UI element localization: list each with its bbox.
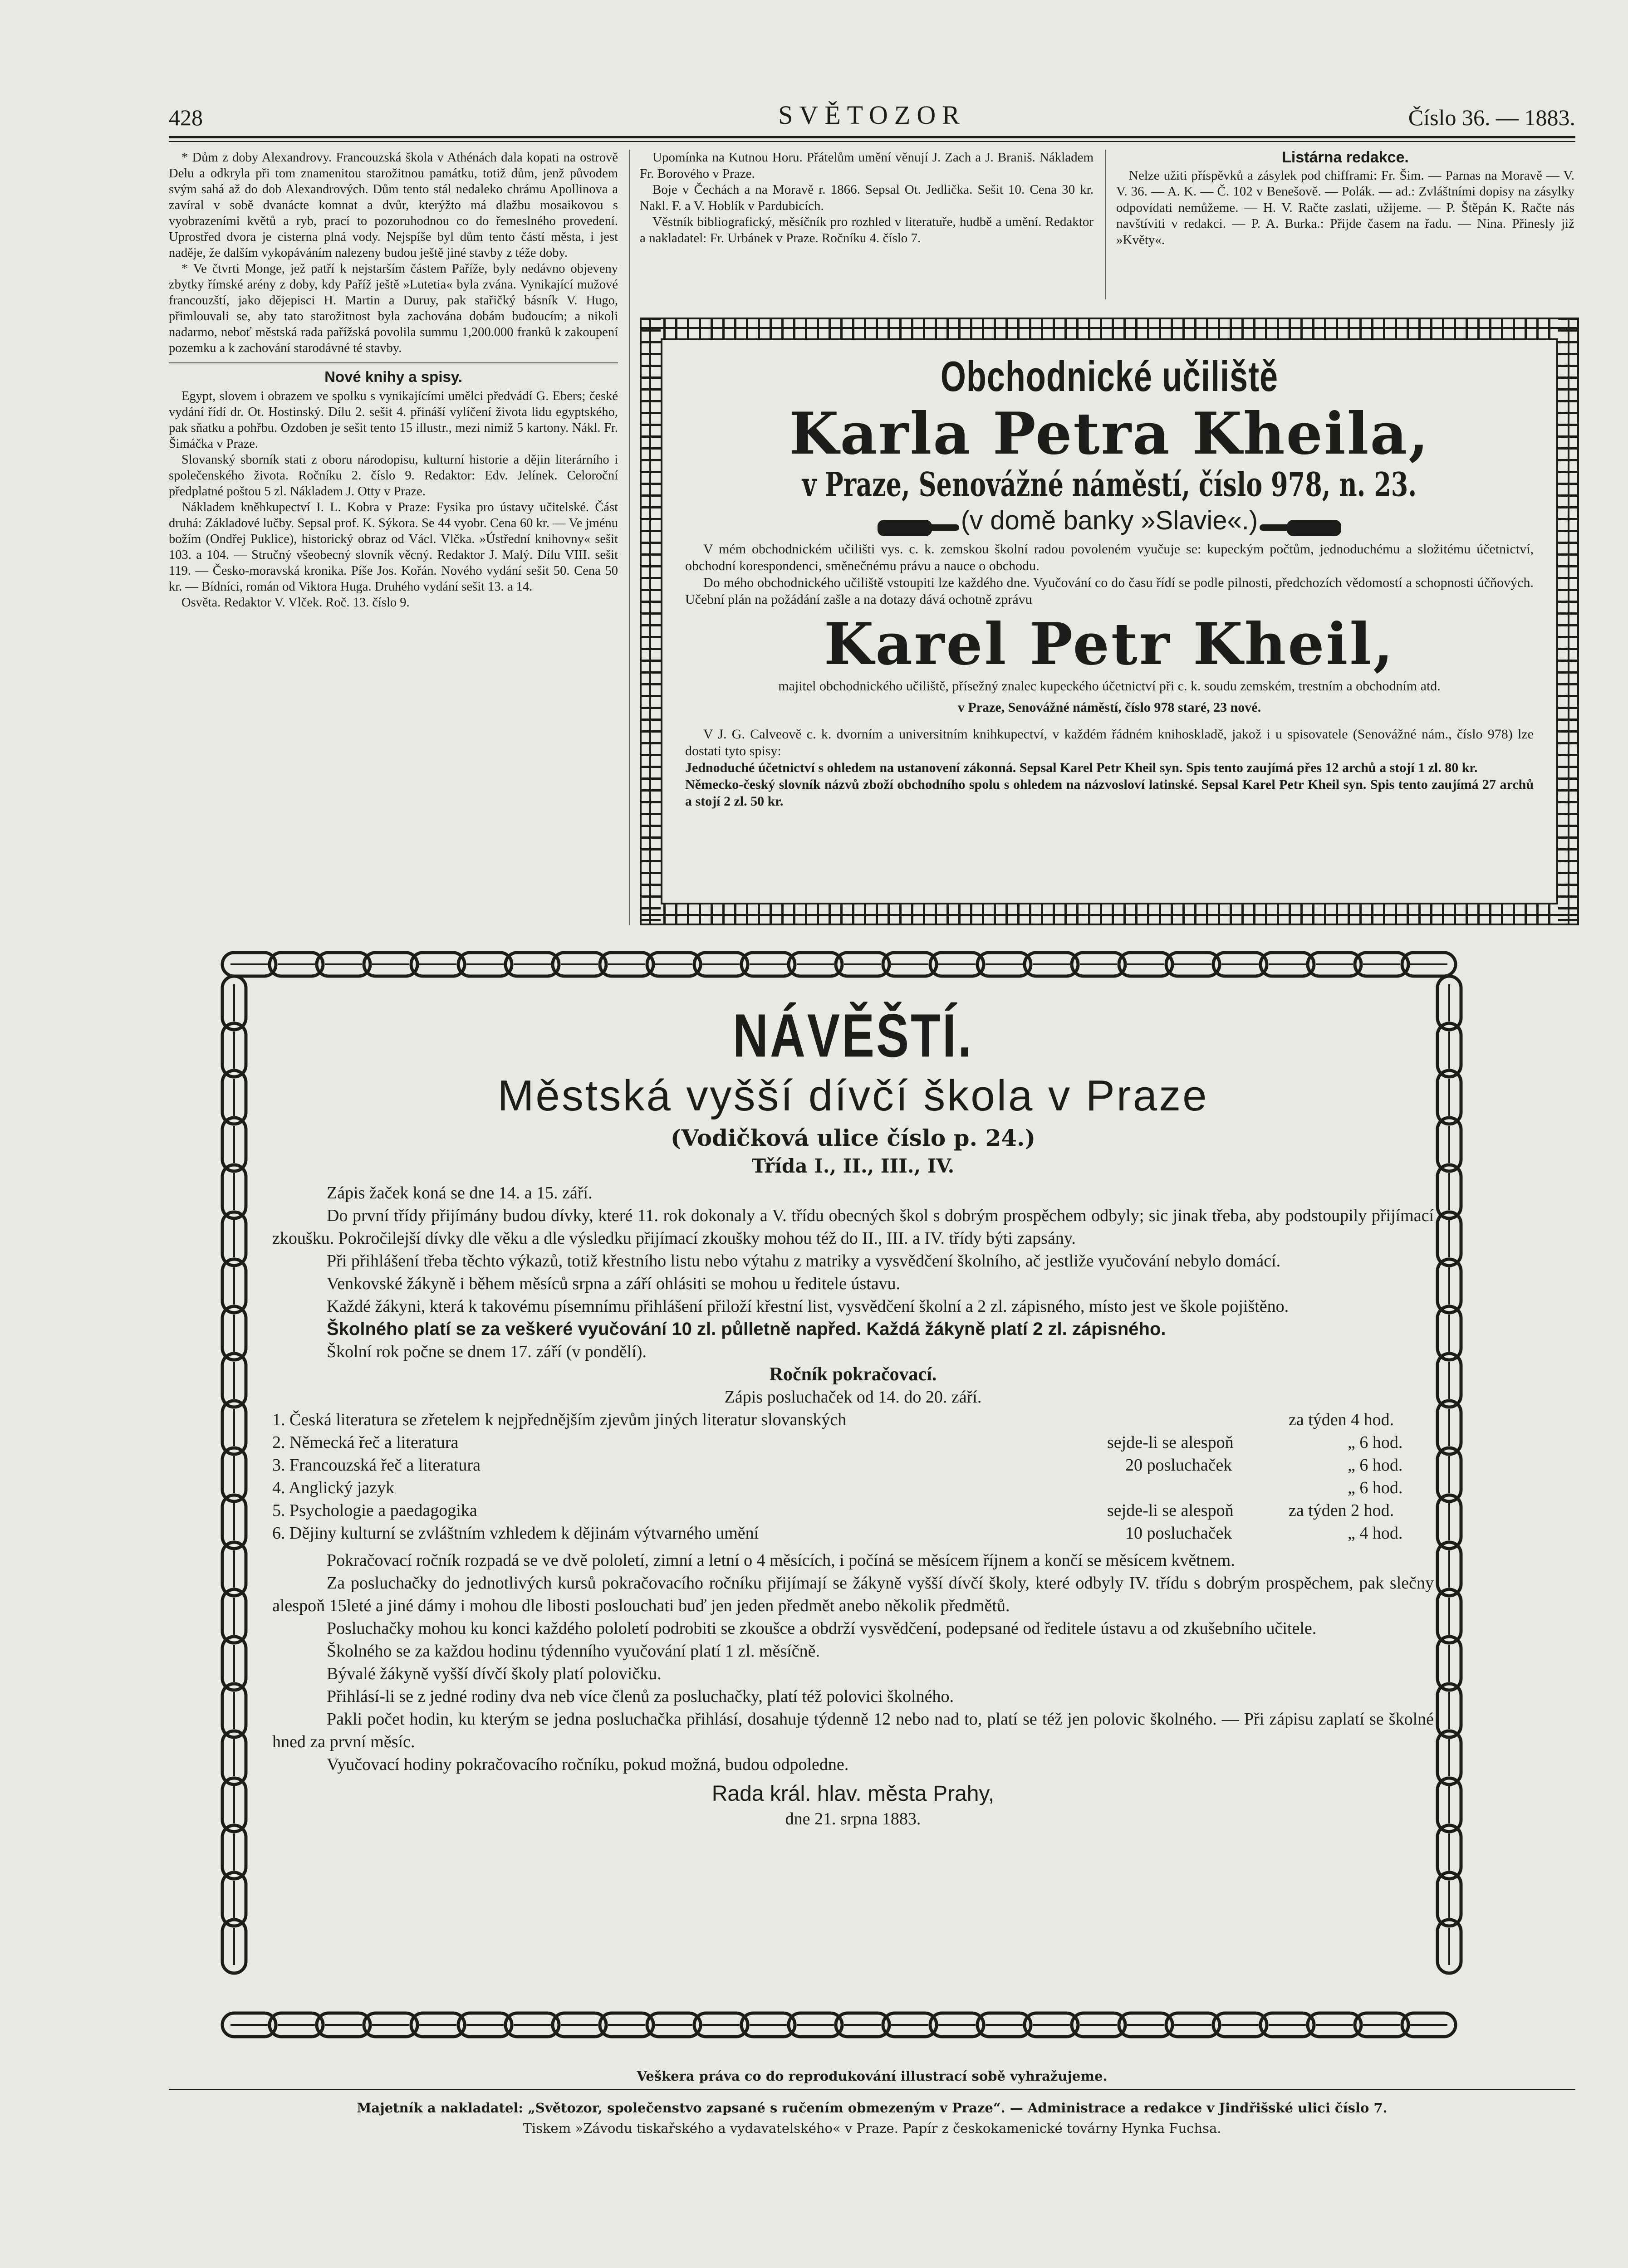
school-street: (Vodičková ulice číslo p. 24.) (670, 1124, 1036, 1151)
course-row (272, 1476, 1434, 1499)
column-2 (640, 150, 1094, 246)
kheil-ad (685, 353, 1534, 810)
book-osveta: Osvěta. Redaktor V. Vlček. Roč. 13. číslo 9. (181, 596, 410, 610)
notice-para: Venkovské žákyně i během měsíců srpna a září ohlásiti se mohou u ředitele ústavu. (327, 1274, 901, 1293)
ad-owner-name: Karel Petr Kheil, (824, 611, 1395, 678)
footer-printer: Tiskem »Závodu tiskařského a vydavatelského« v Praze. Papír z českokamenické továrny Hynka Fuchsa. (523, 2121, 1221, 2136)
course-note: sejde-li se alespoň (1107, 1501, 1234, 1520)
notice-title: NÁVĚŠTÍ. (732, 1001, 974, 1070)
footer-rule (169, 2089, 1575, 2090)
course-name: 3. Francouzská řeč a literatura (272, 1456, 481, 1475)
ad-bank: (v domě banky »Slavie«.) (961, 506, 1258, 535)
notice-para: Za posluchačky do jednotlivých kursů pokračovacího ročníku přijímají se žákyně vyšší dívčí školy, které odbyly IV. třídu s dobrým prospěchem, pak slečny alespoň 15leté a jiné dámy i mohou dle libosti poslouchati buď jen jeden předmět anebo několik předmětů. (272, 1574, 1434, 1615)
issue-number: Číslo 36. — 1883. (1408, 105, 1575, 130)
frame-line (1568, 318, 1569, 925)
notice-para: Do první třídy přijímány budou dívky, které 11. rok dokonaly a V. třídu obecných škol s dobrým prospěchem odbyly; sic jinak třeba, aby podstoupily přijímací zkoušku. Pokročilejší dívky dle věku a dle výsledku přijímací zkoušky mohou též do II., III. a IV. třídy býti zapsány. (272, 1206, 1434, 1248)
header-rule (169, 136, 1575, 142)
column-3 (1116, 150, 1574, 248)
course-note: sejde-li se alespoň (1107, 1433, 1234, 1452)
course-row (272, 1431, 1434, 1454)
ad-address: v Praze, Senovážné náměstí, číslo 978, n. 23. (802, 464, 1417, 504)
book-boje: Boje v Čechách a na Moravě r. 1866. Sepsal Ot. Jedlička. Sešit 10. Cena 30 kr. Nakl. F. a V. Hoblík v Pardubicích. (640, 182, 1094, 213)
ad-address-2: v Praze, Senovážné náměstí, číslo 978 staré, 23 nové. (957, 700, 1261, 715)
notice-para: Přihlásí-li se z jedné rodiny dva neb více členů za posluchačky, platí též polovici školného. (327, 1687, 954, 1706)
section-heading-books: Nové knihy a spisy. (324, 368, 462, 385)
footer-publisher: Majetník a nakladatel: „Světozor, společenstvo zapsané s ručením obmezeným v Praze“. — Administrace a redakce v Jindřišské ulici číslo 7. (357, 2100, 1388, 2116)
footer-rights: Veškera práva co do reprodukování illustrací sobě vyhražujeme. (637, 2068, 1108, 2084)
course-heading: Ročník pokračovací. (769, 1364, 937, 1385)
ad-para-subjects: V mém obchodnickém učilišti vys. c. k. zemskou školní radou povoleném vyučuje se: kupeckým počtům, jednoduchému a složitému účetnictví, obchodní korespondenci, směnečnému právu a nauce o obchodu. (685, 542, 1534, 574)
course-name: 2. Německá řeč a literatura (272, 1433, 459, 1452)
frame-line (640, 914, 1579, 916)
notice-para: Bývalé žákyně vyšší dívčí školy platí polovičku. (327, 1664, 662, 1683)
notice-para: Pokračovací ročník rozpadá se ve dvě pololetí, zimní a letní o 4 měsících, i počíná se měsícem říjnem a končí se měsícem květnem. (327, 1551, 1235, 1570)
course-hours: „ 6 hod. (1348, 1456, 1403, 1475)
notice-para: Posluchačky mohou ku konci každého pololetí podrobiti se zkoušce a obdrží vysvědčení, podepsané od ředitele ústavu a od zkušebního učitele. (327, 1619, 1317, 1638)
course-name: 6. Dějiny kulturní se zvláštním vzhledem k dějinám výtvarného umění (272, 1524, 759, 1543)
notice-para: Zápis žaček koná se dne 14. a 15. září. (327, 1183, 593, 1202)
course-row (272, 1408, 1434, 1431)
frame-line (649, 318, 651, 925)
course-list (272, 1408, 1434, 1549)
course-row (272, 1522, 1434, 1545)
course-hours: „ 4 hod. (1348, 1524, 1403, 1543)
notice-signature: Rada král. hlav. města Prahy, (711, 1782, 995, 1806)
page-number: 428 (169, 105, 203, 130)
book-vestnik: Věstník bibliografický, měsíčník pro rozhled v literatuře, hudbě a umění. Redaktor a nakladatel: Fr. Urbánek v Praze. Ročníku 4. číslo 7. (640, 215, 1094, 245)
course-note: 20 posluchaček (1125, 1456, 1232, 1475)
frame-line (640, 318, 642, 925)
editorial-letters: Nelze užiti příspěvků a zásylek pod chifframi: Fr. Šim. — Parnas na Moravě — V. V. 36. — A. K. — Č. 102 v Benešově. — Polák. — ad.: Zvláštními dopisy na zásylky odpovídati nemůžeme. — H. V. Račte zaslati, užijeme. — P. Štěpán K. Račte nás navštíviti v redakci. — P. A. Burka.: Přijde časem na řadu. — Nina. Přinesly již »Květy«. (1116, 168, 1574, 247)
ad-title-name: Karla Petra Kheila, (789, 400, 1430, 467)
course-name: 1. Česká literatura se zřetelem k nejpřednějším zjevům jiných literatur slovanských (272, 1410, 847, 1429)
notice-para: Při přihlášení třeba těchto výkazů, totiž křestního listu nebo výtahu z matriky a vysvědčení školního, ač jestliže vyučování nebylo domácí. (327, 1251, 1281, 1271)
section-divider (169, 362, 618, 363)
notice-start: Školní rok počne se dnem 17. září (v pondělí). (327, 1342, 647, 1361)
book-egypt: Egypt, slovem i obrazem ve spolku s vynikajícími umělci předvádí G. Ebers; české vydání řídí dr. Ot. Hostinský. Dílu 2. sešit 4. přináší vylíčení života lidu egyptského, pak sňatku a pohřbu. Ozdoben je sešit tento 15 illustr., mezi nimiž 5 kartony. Nákl. Fr. Šimáčka v Praze. (169, 389, 618, 451)
school-name: Městská vyšší dívčí škola v Praze (497, 1071, 1209, 1120)
books-kobr: Nákladem kněhkupectví I. L. Kobra v Praze: Fysika pro ústavy učitelské. Část druhá: Základové lučby. Sepsal prof. K. Sýkora. Se 44 vyobr. Cena 60 kr. — Ve jménu božím (Ondřej Puklice), historický obraz od Václ. Vlčka. »Ústřední knihovny« sešit 103. a 104. — Stručný všeobecný slovník věcný. Redaktor J. Malý. Dílu VIII. sešit 119. — Česko-moravská kronika. Píše Jos. Kořán. Nového vydání sešit 50. Cena 50 kr. — Bídníci, román od Viktora Huga. Druhého vydání sešit 13. a 14. (169, 500, 618, 594)
masthead: SVĚTOZOR (778, 100, 966, 130)
course-hours: za týden 4 hod. (1289, 1410, 1394, 1429)
column-separator (1105, 150, 1106, 299)
section-heading-letters: Listárna redakce. (1282, 149, 1409, 166)
ad-bank-line (685, 505, 1534, 537)
notice-para: Pakli počet hodin, ku kterým se jedna posluchačka přihlásí, dosahuje týdenně 12 nebo nad to, platí se též jen polovic školného. — Při zápisu zaplatí se školné hned za první měsíc. (272, 1710, 1434, 1751)
course-hours: „ 6 hod. (1348, 1478, 1403, 1497)
notice-para: Školného se za každou hodinu týdenního vyučování platí 1 zl. měsíčně. (327, 1642, 820, 1661)
course-name: 4. Anglický jazyk (272, 1478, 395, 1497)
notice-para: Vyučovací hodiny pokračovacího ročníku, pokud možná, budou odpoledne. (327, 1755, 849, 1774)
school-classes: Třída I., II., III., IV. (751, 1155, 955, 1177)
notice-body (272, 1182, 1434, 1408)
column-1 (169, 150, 618, 611)
book-slovansky-sbornik: Slovanský sborník stati z oboru národopisu, kulturní historie a dějin literárního i společenského života. Ročníku 2. číslo 9. Redaktor: Edv. Jelínek. Celoroční předplatné poštou 5 zl. Nákladem J. Otty v Praze. (169, 453, 618, 499)
ad-title-school: Obchodnické učiliště (940, 353, 1279, 401)
course-note: 10 posluchaček (1125, 1524, 1232, 1543)
course-name: 5. Psychologie a paedagogika (272, 1501, 477, 1520)
course-table (272, 1408, 1434, 1545)
notice-body-2 (272, 1549, 1434, 1776)
pointing-hand-left-icon (1260, 518, 1350, 537)
course-enrol: Zápis posluchaček od 14. do 20. září. (724, 1388, 982, 1407)
course-row (272, 1499, 1434, 1522)
frame-line (640, 327, 1579, 329)
notice-date: dne 21. srpna 1883. (785, 1809, 921, 1828)
course-row (272, 1454, 1434, 1476)
news-item-arena: * Ve čtvrti Monge, jež patří k nejstarším částem Paříže, byly nedávno objeveny zbytky římské arény z doby, kdy Paříž ještě »Lutetia« byla zvána. Vynikající mužové francouzští, jako dějepisci H. Martin a Duruy, pak stařičký básník V. Hugo, přimlouvali se, aby tato starožitnost byla zachována dobám budoucím; a nikoli nadarmo, neboť městská rada pařížská povolila summu 1,200.000 franků k zakoupení pozemku a k zachování starodávné té stavby. (169, 262, 618, 355)
course-hours: „ 6 hod. (1348, 1433, 1403, 1452)
course-hours: za týden 2 hod. (1289, 1501, 1394, 1520)
column-separator (629, 150, 630, 925)
ad-book-dictionary: Německo-český slovník názvů zboží obchodního spolu s ohledem na názvosloví latinské. Sepsal Karel Petr Kheil syn. Spis tento zaujímá 27 archů a stojí 2 zl. 50 kr. (685, 777, 1534, 809)
ad-book-accounting: Jednoduché účetnictví s ohledem na ustanovení zákonná. Sepsal Karel Petr Kheil syn. Spis tento zaujímá přes 12 archů a stojí 1 zl. 80 kr. (685, 760, 1478, 776)
frame-line (1577, 318, 1579, 925)
news-item-house: * Dům z doby Alexandrovy. Francouzská škola v Athénách dala kopati na ostrově Delu a odkryla při tom znamenitou starožitnou památku, totiž dům, jenž původem svým sahá až do dob Alexandrových. Dům tento stál nedaleko chrámu Apollinova a zavíral v sobě dvanácte komnat a dvůr, kterýžto má dlažbu mosaikovou s vyobrazeními květů a ryb, prací to pozoruhodnou co do řemeslného provedení. Uprostřed dvora je cisterna plná vody. Nejspíše byl dům tento částí města, i jest naděje, že dalším vykopáváním nalezeny budou ještě jiné stavby z téže doby. (169, 151, 618, 260)
ad-para-books: V J. G. Calveově c. k. dvorním a universitním knihkupectví, v každém řádném knihoskladě, jakož i u spisovatele (Senovážné nám., číslo 978) lze dostati tyto spisy: (685, 727, 1534, 759)
page-header (169, 100, 1575, 141)
notice-para: Každé žákyni, která k takovému písemnímu přihlášení přiloží křestní list, vysvědčení školní a 2 zl. zápisného, místo jest ve škole pojištěno. (327, 1297, 1289, 1316)
notice-fees: Školného platí se za veškeré vyučování 10 zl. půlletně napřed. Každá žákyně platí 2 zl. zápisného. (327, 1319, 1166, 1339)
frame-line (640, 924, 1579, 925)
ad-owner-role: majitel obchodnického učiliště, přísežný znalec kupeckého účetnictví při c. k. soudu zemském, trestním a obchodním atd. (778, 679, 1441, 694)
pointing-hand-right-icon (868, 518, 959, 537)
book-kutna-hora: Upomínka na Kutnou Horu. Přátelům umění věnují J. Zach a J. Braniš. Nákladem Fr. Borového v Praze. (640, 150, 1094, 181)
school-notice (272, 1001, 1434, 1829)
frame-line (640, 318, 1579, 319)
ad-para-enrol: Do mého obchodnického učiliště vstoupiti lze každého dne. Vyučování co do času řídí se podle pilnosti, předchozích vědomostí a schopnosti účňových. Učební plán na požádání zašle a na dotazy dává ochotně zprávu (685, 575, 1534, 607)
